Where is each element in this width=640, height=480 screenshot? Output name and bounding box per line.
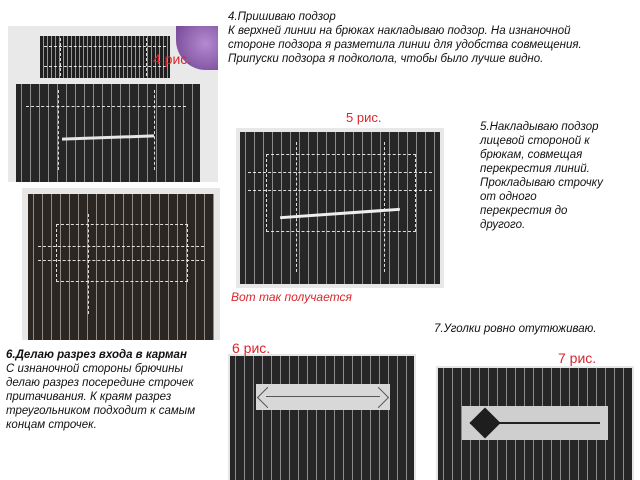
result-label: Вот так получается — [231, 290, 352, 304]
fig5-label: 5 рис. — [346, 110, 382, 125]
trouser-fabric-fig7 — [438, 368, 632, 480]
step4-body: К верхней линии на брюках накладываю подзор. На изнаночной стороне подзора я разметила линии для удобства совмещения. Припуски подзора я подколола, чтобы было лучше видно. — [228, 25, 582, 65]
slot-opening — [256, 384, 390, 410]
step4-title: 4.Пришиваю подзор — [228, 11, 336, 23]
corner-triangle — [469, 407, 500, 438]
photo-facing-on-trousers — [8, 26, 218, 182]
photo-facing-stitched — [236, 128, 444, 288]
step6-body: С изнаночной стороны брючины делаю разрез посередине строчек притачивания. К краям разрез треугольником подходит к самым концам строчек. — [6, 363, 196, 431]
step6-title: 6.Делаю разрез входа в карман — [6, 349, 187, 361]
photo-pressed-corners — [436, 366, 634, 480]
trouser-fabric-result — [28, 194, 214, 340]
facing-outline — [266, 154, 416, 232]
fig4-label: 4 рис. — [153, 51, 192, 67]
step7-body: 7.Уголки ровно отутюживаю. — [434, 323, 597, 335]
trouser-fabric-fig5 — [240, 132, 440, 284]
fig7-label: 7 рис. — [558, 350, 597, 366]
trouser-fabric-fig6 — [230, 356, 414, 480]
basted-rectangle — [56, 224, 188, 282]
facing-line — [62, 134, 154, 140]
step5-text — [480, 120, 606, 232]
trouser-fabric — [16, 84, 200, 182]
step6-text — [6, 348, 216, 432]
photo-result — [22, 188, 220, 340]
facing-strip — [40, 36, 170, 78]
step4-text — [228, 10, 608, 66]
step7-text — [434, 322, 634, 336]
pressed-slot — [462, 406, 608, 440]
step5-body: 5.Накладываю подзор лицевой стороной к брюкам, совмещая перекрестия линий. Прокладываю строчку от одного перекрестия до другого. — [480, 121, 603, 231]
fig6-label: 6 рис. — [232, 340, 271, 356]
photo-pocket-slot — [228, 354, 416, 480]
